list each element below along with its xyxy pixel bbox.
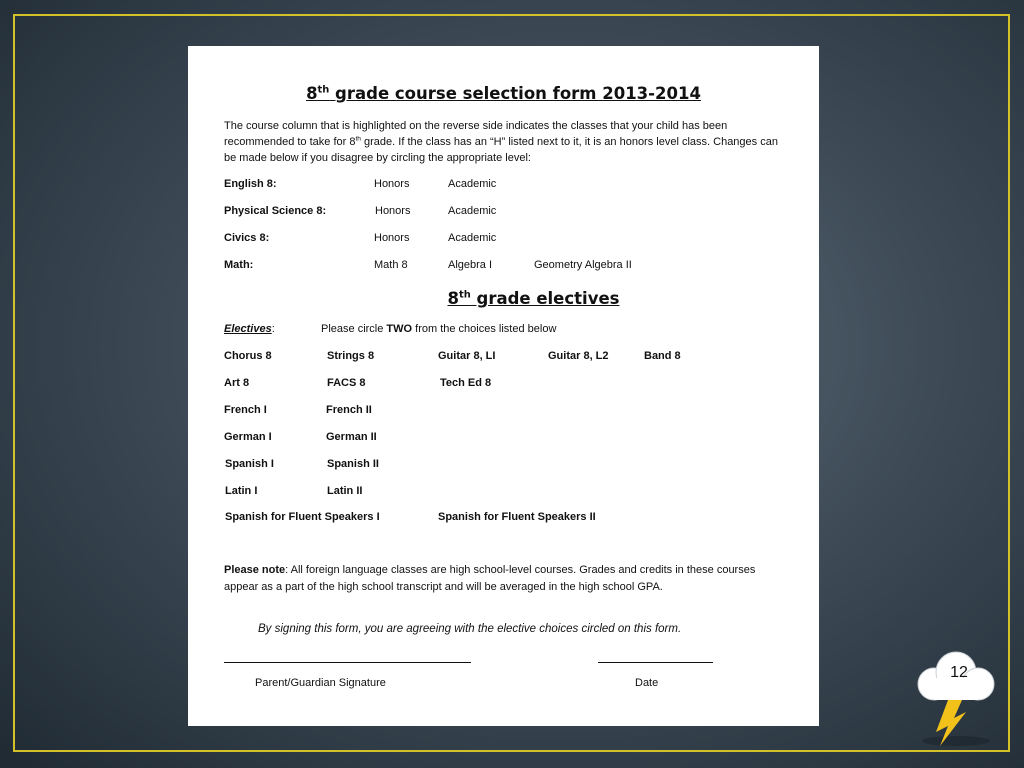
elective-facs-8[interactable]: FACS 8 — [327, 377, 366, 389]
electives-instruction: Please circle TWO from the choices listed below — [321, 323, 557, 335]
elective-guitar-8-l1[interactable]: Guitar 8, LI — [438, 350, 496, 362]
elective-spanish-1[interactable]: Spanish I — [225, 458, 274, 470]
course-math-label: Math: — [224, 259, 254, 271]
form-intro-text: The course column that is highlighted on the reverse side indicates the classes that your child has been recommended to take for 8th grade. If the class has an “H” listed next to it, it is an honors level class. Changes can be made below if you disagree by circling the appropriate level: — [224, 120, 778, 164]
math-option-geometry-algebra-2[interactable]: Geometry Algebra II — [534, 259, 632, 271]
elective-spanish-fluent-2[interactable]: Spanish for Fluent Speakers II — [438, 511, 596, 523]
elective-chorus-8[interactable]: Chorus 8 — [224, 350, 272, 362]
elective-french-2[interactable]: French II — [326, 404, 372, 416]
elective-latin-1[interactable]: Latin I — [225, 485, 258, 497]
electives-label: Electives — [224, 323, 272, 335]
elective-latin-2[interactable]: Latin II — [327, 485, 363, 497]
english-option-honors[interactable]: Honors — [374, 178, 410, 190]
course-civics-label: Civics 8: — [224, 232, 270, 244]
civics-option-honors[interactable]: Honors — [374, 232, 410, 244]
math-option-math-8[interactable]: Math 8 — [374, 259, 408, 271]
elective-german-2[interactable]: German II — [326, 431, 377, 443]
date-line[interactable] — [598, 662, 713, 663]
elective-art-8[interactable]: Art 8 — [224, 377, 250, 389]
electives-label-colon: : — [271, 323, 275, 335]
parent-signature-line[interactable] — [224, 662, 471, 663]
elective-band-8[interactable]: Band 8 — [644, 350, 681, 362]
elective-guitar-8-l2[interactable]: Guitar 8, L2 — [548, 350, 609, 362]
elective-strings-8[interactable]: Strings 8 — [327, 350, 375, 362]
civics-option-academic[interactable]: Academic — [448, 232, 497, 244]
parent-signature-label: Parent/Guardian Signature — [255, 677, 386, 689]
date-label: Date — [635, 677, 659, 689]
electives-instruction-line — [224, 323, 557, 335]
math-option-algebra-1[interactable]: Algebra I — [448, 259, 493, 271]
elective-spanish-fluent-1[interactable]: Spanish for Fluent Speakers I — [225, 511, 380, 523]
elective-german-1[interactable]: German I — [224, 431, 272, 443]
course-english-label: English 8: — [224, 178, 277, 190]
elective-spanish-2[interactable]: Spanish II — [327, 458, 379, 470]
storm-cloud-icon — [912, 648, 1000, 748]
course-selection-form — [188, 46, 819, 726]
elective-tech-ed-8[interactable]: Tech Ed 8 — [440, 377, 492, 389]
english-option-academic[interactable]: Academic — [448, 178, 497, 190]
slide-page-number: 12 — [950, 664, 968, 681]
electives-title: 8th grade electives — [447, 289, 620, 308]
agreement-statement: By signing this form, you are agreeing with the elective choices circled on this form. — [258, 623, 682, 635]
physical-science-option-academic[interactable]: Academic — [448, 205, 497, 217]
elective-french-1[interactable]: French I — [224, 404, 267, 416]
please-note-paragraph: Please note: All foreign language classes are high school-level courses. Grades and credits in these courses appear as a part of the high school transcript and will be averaged in the high school GPA. — [224, 564, 756, 593]
course-physical-science-label: Physical Science 8: — [224, 205, 327, 217]
physical-science-option-honors[interactable]: Honors — [375, 205, 411, 217]
form-title: 8th grade course selection form 2013-2014 — [306, 84, 701, 103]
